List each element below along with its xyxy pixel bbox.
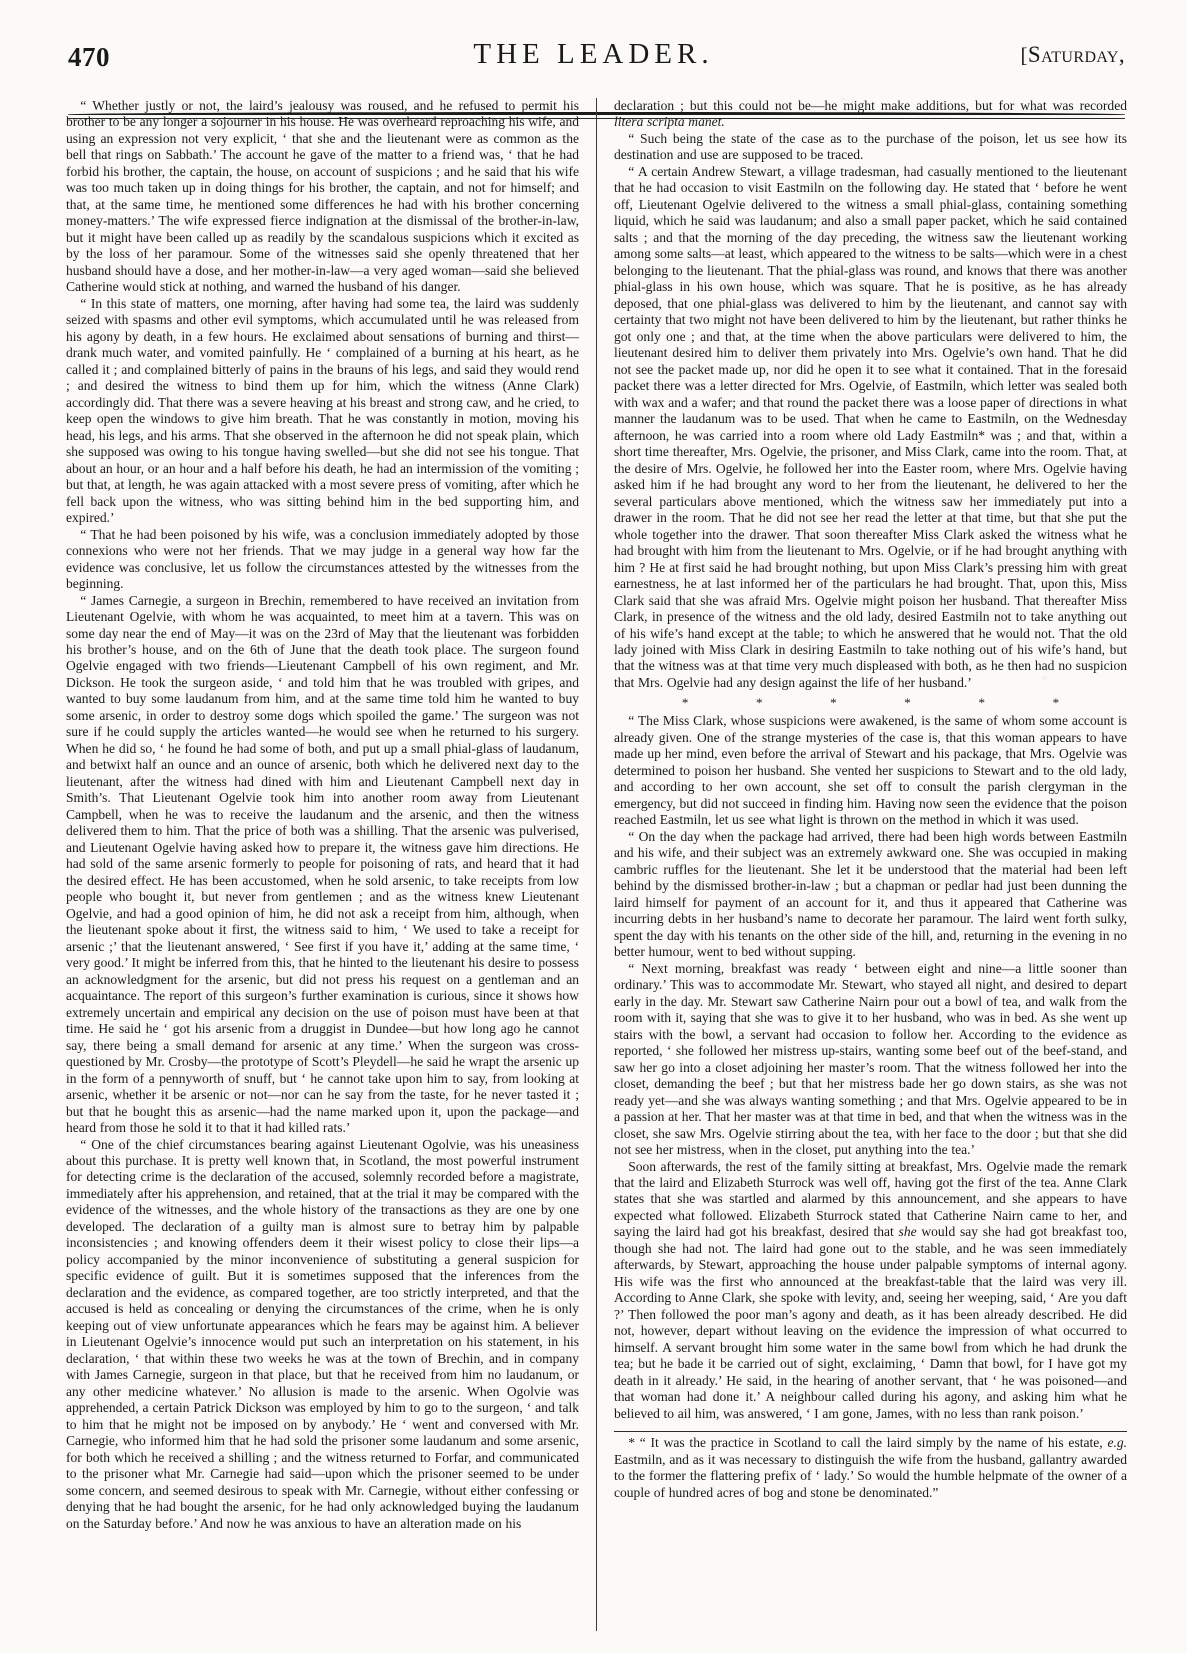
- article-paragraph: “ The Miss Clark, whose suspicions were awakened, is the same of whom some account is already given. One of the strange mysteries of the case is, that this woman appears to have made up her mind, even before the arrival of Stewart and his package, that Mrs. Ogelvie was determined to poison her husband. She vented her suspicions to Stewart and to the old lady, and according to her own account, she set off to consult the parish clergyman in the emergency, but did not succeed in finding him. Having now seen the evidence that the poison reached Eastmiln, let us see what light is thrown on the method in which it was used.: [614, 713, 1127, 828]
- article-paragraph: “ Whether justly or not, the laird’s jealousy was roused, and he refused to permit his brother to be any longer a sojourner in his house. He was overheard reproaching his wife, and using an expression not very explicit, ‘ that she and the lieutenant were as common as the bell that rings on Sabbath.’ The account he gave of the matter to a friend was, ‘ that he had forbid his brother, the captain, the house, on account of suspicions ; and he said that his wife was too much taken up in doing things for his brother, the captain, and not for himself; and that, at the same time, he mentioned some differences he had with his brother concerning money-matters.’ The wife expressed fierce indignation at the dismissal of the brother-in-law, but it might have been called up as readily by the scandalous suspicions which it excited as by the loss of her paramour. Some of the witnesses said she openly threatened that her husband should have a dose, and her mother-in-law—a very aged woman—said she believed Catherine would stick at nothing, and warned the husband of his danger.: [66, 98, 579, 295]
- publication-title: THE LEADER.: [473, 38, 714, 70]
- column-right: [596, 98, 1127, 1631]
- column-left-body: [66, 98, 579, 1532]
- bracket-glyph: [: [1020, 43, 1028, 67]
- article-paragraph: “ James Carnegie, a surgeon in Brechin, remembered to have received an invitation from Lieutenant Ogelvie, with whom he was acquainted, to meet him at a tavern. This was on some day near the end of May—it was on the 23rd of May that the lieutenant was forbidden his brother’s house, and on the 6th of June that the death took place. The surgeon found Ogelvie engaged with two friends—Lieutenant Campbell of his own regiment, and Mr. Dickson. He took the surgeon aside, ‘ and told him that he was troubled with gripes, and wanted to buy some laudanum from him, and at the same time told him he wanted to buy some arsenic, in order to destroy some dogs which spoiled the game.’ The surgeon was not sure if he could supply the articles wanted—he would see when he returned to his surgery. When he did so, ‘ he found he had some of both, and put up a small phial-glass of laudanum, and betwixt half an ounce and an ounce of arsenic, both which he delivered next day to the lieutenant, after the witness had dined with him and Lieutenant Campbell next day in Smith’s. That Lieutenant Ogelvie took him into another room away from Lieutenant Campbell, when he was to receive the laudanum and the arsenic, and then the witness delivered them to him. That the price of both was a shilling. That the arsenic was pulverised, and Lieutenant Ogelvie having asked how to prepare it, the witness gave him directions. He had sold of the same arsenic formerly to people for poisoning of rats, and heard that it had the desired effect. He has been accustomed, when he sold arsenic, to take receipts from low people who bought it, but never from gentlemen ; and as the witness knew Lieutenant Ogelvie, and had a good opinion of him, he did not ask a receipt from him, although, when the lieutenant spoke about it first, the witness said to him, ‘ We used to take a receipt for arsenic ;’ that the lieutenant answered, ‘ See first if you have it,’ adding at the same time, ‘ very good.’ It might be inferred from this, that he hinted to the lieutenant his desire to possess an acknowledgment for the arsenic, but did not press his request on a gentleman and an acquaintance. The report of this surgeon’s further examination is curious, since it shows how extremely uncertain and empirical any decision on the use of poison must have been at that time. He said he ‘ got his arsenic from a druggist in Dundee—but how long ago he cannot say, there being a small demand for arsenic at any time.’ When the surgeon was cross-questioned by Mr. Crosby—the prototype of Scott’s Pleydell—he said he wrapt the arsenic up in the form of a pennyworth of snuff, but ‘ he cannot take upon him to say, from looking at arsenic, whether it be arsenic or not—nor can he say from the taste, for he never tasted it ; but that he bought this as arsenic—had the name marked upon it, upon the package—and heard from those he sold it to that it had killed rats.’: [66, 592, 579, 1136]
- article-columns: [66, 98, 1127, 1631]
- article-paragraph: “ In this state of matters, one morning, after having had some tea, the laird was suddenly seized with spasms and other evil symptoms, which accumulated until he was released from his agony by death, in a few hours. He exclaimed about sensations of burning and thirst—drank much water, and vomited painfully. He ‘ complained of a burning at his heart, as he called it ; and complained bitterly of pains in the brauns of his legs, and said they would rend ; and desired the witness to bind them up for him, which the witness (Anne Clark) accordingly did. That there was a severe heaving at his breast and strong caw, and he cried, to keep open the windows to give him breath. That he was constantly in motion, moving his head, his legs, and his arms. That she observed in the afternoon he did not speak plain, which she supposed was owing to his tongue having swelled—but she did not see his tongue. That about an hour, or an hour and a half before his death, he had an intermission of the vomiting ; but that, at length, he was again attacked with a most severe press of vomiting, after which he fell back upon the witness, who was sitting behind him in the bed supporting him, and expired.’: [66, 295, 579, 526]
- column-right-body-top: [614, 98, 1127, 691]
- column-right-body-bottom: [614, 713, 1127, 1422]
- asterisk-glyph: *: [978, 695, 985, 711]
- asterisk-glyph: *: [1052, 695, 1060, 711]
- page-number: 470: [68, 42, 110, 72]
- asterisk-glyph: *: [755, 695, 763, 711]
- issue-day-label: Saturday,: [1027, 42, 1125, 67]
- article-paragraph: “ A certain Andrew Stewart, a village tradesman, had casually mentioned to the lieutenant that he had occasion to visit Eastmiln on the following day. He stated that ‘ before he went off, Lieutenant Ogelvie delivered to the witness a small phial-glass, containing something liquid, which he said was laudanum; and also a small paper packet, which he said contained salts ; and that the morning of the day preceding, the witness saw the lieutenant working among some salts—at least, which appeared to the witness to be salts—which were in a chest belonging to the lieutenant. That the phial-glass was round, and knows that there was another phial-glass in his own house, which was square. That he is positive, as he has already deposed, that one phial-glass was delivered to him by the lieutenant, and cannot say with certainty that two might not have been delivered to him by the lieutenant, but rather thinks he got only one ; and that, at the time when the above particulars were delivered to him, the lieutenant desired him to deliver them privately into Mrs. Ogelvie’s own hand. That he did not see the packet made up, nor did he open it to see what it contained. That in the foresaid packet there was a letter directed for Mrs. Ogelvie, of Eastmiln, which letter was sealed both with wax and a wafer; and that round the packet there was a loose paper of directions in what manner the laudanum was to be used. That when he came to Eastmiln, on the Wednesday afternoon, he was carried into a room where old Lady Eastmiln* was ; and that, within a short time thereafter, Mrs. Ogelvie, the prisoner, and Miss Clark, came into the room. That, at the desire of Mrs. Ogelvie, he followed her into the Easter room, where Mrs. Ogelvie having asked him if he had brought any word to her from the lieutenant, he delivered to her the several particulars above mentioned, which the witness saw her immediately put into a drawer in the room. That he did not see her read the letter at that time, but that she put the whole together into the drawer. That soon thereafter Miss Clark asked the witness what he had brought with him from the lieutenant to Mrs. Ogelvie, or if he had brought anything with him ? He at first said he had brought nothing, but upon Miss Clark’s pressing him with great earnestness, he at last informed her of the particulars he had brought. That, upon this, Miss Clark said that she was afraid Mrs. Ogelvie might poison her husband. That thereafter Miss Clark, in presence of the witness and the old lady, desired Eastmiln not to take anything out of his wife’s hand except at the table; to which he answered that he would not. That the old lady joined with Miss Clark in desiring Eastmiln to take nothing out of his wife’s hand, but that the witness was at that time very much displeased with both, as he then had no suspicion that Mrs. Ogelvie had any design against the life of her husband.’: [614, 163, 1127, 690]
- article-paragraph: Soon afterwards, the rest of the family sitting at breakfast, Mrs. Ogelvie made the remark that the laird and Elizabeth Sturrock was well off, having got the first of the tea. Anne Clark states that she was startled and alarmed by this announcement, and she appears to have expected what followed. Elizabeth Sturrock stated that Catherine Nairn came to her, and saying the laird had got his breakfast, desired that she would say she had got breakfast too, though she had not. The laird had gone out to the stable, and he was seen immediately afterwards, by Stewart, approaching the house under palpable symptoms of internal agony. His wife was the first who announced at the breakfast-table that the laird was very ill. According to Anne Clark, she spoke with levity, and, seeing her weeping, said, ‘ Are you daft ?’ Then followed the poor man’s agony and death, as it has been already described. He did not, however, depart without leaving on the evidence the impression of what occurred to himself. A servant brought him some water in the same bowl from which he had drunk the tea; but he bade it be carried out of sight, exclaiming, ‘ Damn that bowl, for I have got my death in it already.’ He said, in the hearing of another servant, that ‘ he was poisoned—and that woman had done it.’ A neighbour called during his agony, and asking him what he believed to ail him, was answered, ‘ I am gone, James, with no less than rank poison.’: [614, 1158, 1127, 1421]
- article-paragraph: “ Such being the state of the case as to the purchase of the poison, let us see how its destination and use are supposed to be traced.: [614, 130, 1127, 163]
- article-paragraph: declaration ; but this could not be—he might make additions, but for what was recorded litera scripta manet.: [614, 98, 1127, 130]
- asterisk-glyph: *: [830, 695, 837, 711]
- column-left: [66, 98, 596, 1631]
- asterisk-glyph: *: [681, 695, 689, 711]
- star-separator: [648, 696, 1093, 710]
- issue-day: [1020, 42, 1125, 68]
- masthead: [0, 34, 1187, 84]
- footnote-rule: [614, 1431, 1127, 1432]
- footnote-text: * “ It was the practice in Scotland to call the laird simply by the name of his estate, e.g. Eastmiln, and as it was necessary to distinguish the wife from the husband, gallantry awarded to the former the flattering prefix of ‘ lady.’ So would the humble helpmate of the owner of a couple of hundred acres of bog and stone be denominated.”: [614, 1435, 1127, 1500]
- article-paragraph: “ On the day when the package had arrived, there had been high words between Eastmiln and his wife, and their subject was an extremely awkward one. She was occupied in making cambric ruffles for the lieutenant. She let it be understood that the material had been left behind by the dismissed brother-in-law ; but a chapman or pedlar had just been dunning the laird himself for payment of an account for it, and thus it appeared that Catherine was incurring debts in her husband’s name to decorate her paramour. The laird went forth sulky, spent the day with his tenants on the other side of the hill, and, returning in the evening in no better humour, went to bed without supping.: [614, 828, 1127, 960]
- asterisk-glyph: *: [904, 695, 911, 711]
- article-paragraph: “ Next morning, breakfast was ready ‘ between eight and nine—a little sooner than ordinary.’ This was to accommodate Mr. Stewart, who stayed all night, and desired to depart early in the day. Mr. Stewart saw Catherine Nairn pour out a bowl of tea, and walk from the room with it, saying that she was to give it to her husband, who was in bed. As she went up stairs with the bowl, a servant had occasion to follow her. According to the evidence as reported, ‘ she followed her mistress up-stairs, wanting some beef out of the beef-stand, and saw her go into a closet adjoining her master’s room. That the witness followed her into the closet, demanding the beef ; but that her mistress bade her go down stairs, as she was not ready yet—and she was always wanting something ; and that Mrs. Ogelvie appeared to be in a passion at her. That her master was at that time in bed, and that when the witness was in the closet, she saw Mrs. Ogelvie stirring about the tea, with her face to the door ; but that she did not see her mistress, when in the closet, put anything into the tea.’: [614, 960, 1127, 1158]
- article-paragraph: “ One of the chief circumstances bearing against Lieutenant Ogolvie, was his uneasiness about this purchase. It is pretty well known that, in Scotland, the most powerful instrument for detecting crime is the declaration of the accused, solemnly recorded before a magistrate, immediately after his apprehension, and retained, that at the trial it may be compared with the evidence of the witnesses, and the whole history of the transactions as they are one by one developed. The declaration of a guilty man is almost sure to betray him by palpable inconsistencies ; and knowing offenders deem it their wisest policy to close their lips—a policy accompanied by the minor inconvenience of substituting a general suspicion for specific evidence of guilt. But it is sometimes supposed that the inferences from the declaration and the evidence, as compared together, are too strictly interpreted, and that the accused is held as concealing or denying the circumstances of the crime, when he is only keeping out of view unfortunate appearances which he fears may be against him. A believer in Lieutenant Ogelvie’s innocence would put such an interpretation on his statement, in his declaration, ‘ that within these two weeks he was at the town of Brechin, and in company with James Carnegie, surgeon in that place, but that he received from him no laudanum, or any other medicine whatever.’ No allusion is made to the arsenic. When Ogolvie was apprehended, a certain Patrick Dickson was employed by him to go to the surgeon, ‘ and talk to him that he might not be imposed on by anybody.’ He ‘ went and conversed with Mr. Carnegie, who informed him that he had sold the prisoner some laudanum and some arsenic, for both which he received a shilling ; and the witness returned to Forfar, and communicated to the prisoner what Mr. Carnegie had said—upon which the prisoner seemed to be under some concern, and seemed desirous to speak with Mr. Carnegie, without either confessing or denying that he had bought the arsenic, for he had only acknowledged buying the laudanum on the Saturday before.’ And now he was anxious to have an alteration made on his: [66, 1136, 579, 1531]
- article-paragraph: “ That he had been poisoned by his wife, was a conclusion immediately adopted by those connexions who were not her friends. That we may judge in a general way how far the evidence was conclusive, let us follow the circumstances attested by the witnesses from the beginning.: [66, 526, 579, 592]
